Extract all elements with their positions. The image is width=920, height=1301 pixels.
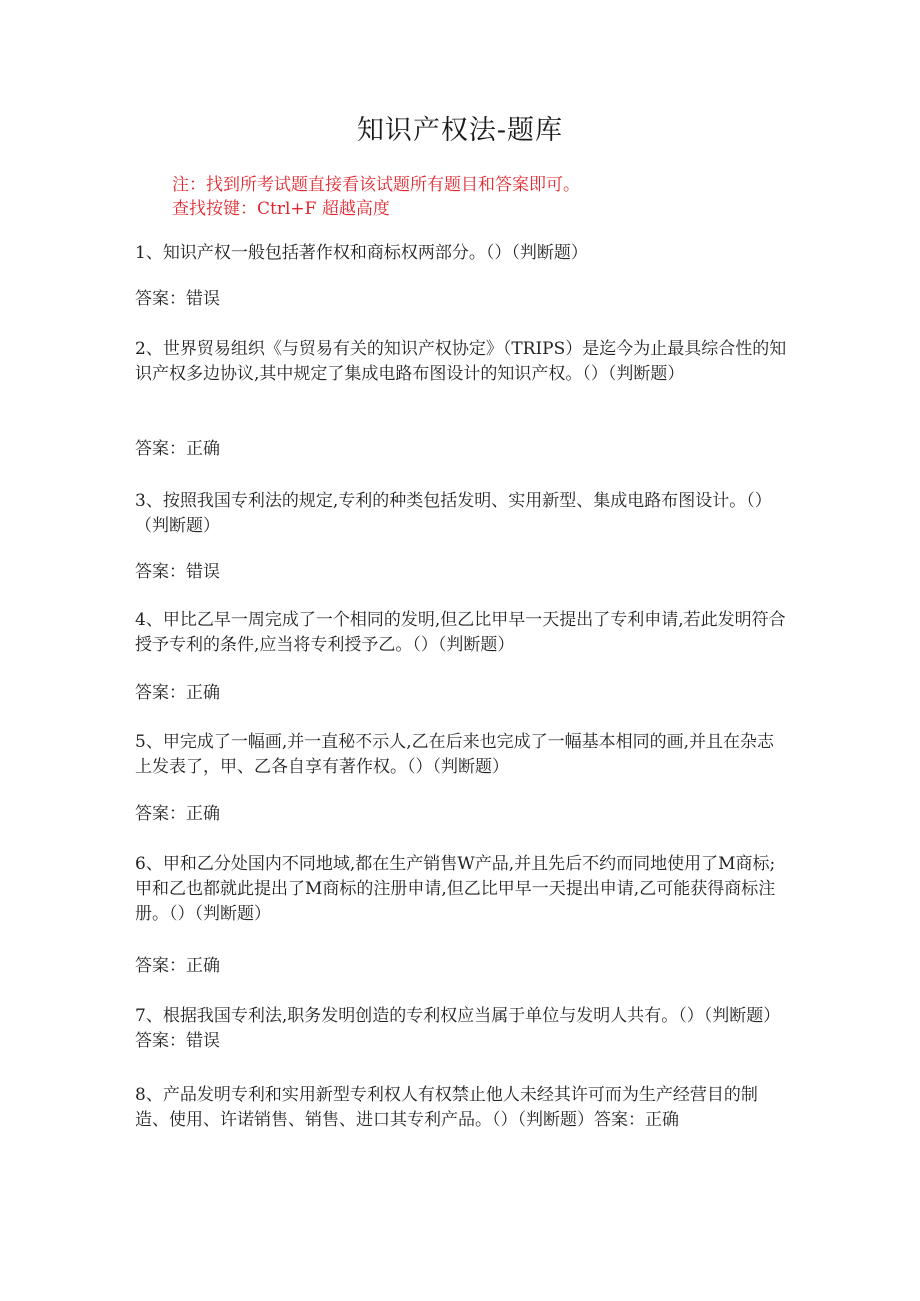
answer-1: 答案：错误 — [135, 289, 220, 309]
answer-4: 答案：正确 — [135, 683, 220, 703]
question-7: 7、根据我国专利法,职务发明创造的专利权应当属于单位与发明人共有。（）（判断题）答案：错误 — [135, 1006, 781, 1051]
question-1: 1、知识产权一般包括著作权和商标权两部分。（）（判断题） — [135, 243, 588, 263]
question-3: 3、按照我国专利法的规定,专利的种类包括发明、实用新型、集成电路布图设计。（）（判断题） — [135, 491, 772, 536]
question-5: 5、甲完成了一幅画,并一直秘不示人,乙在后来也完成了一幅基本相同的画,并且在杂志上发表了，甲、乙各自享有著作权。（）（判断题） — [135, 732, 775, 777]
answer-2: 答案：正确 — [135, 439, 220, 459]
search-hint-line: 查找按键：Ctrl+F 超越高度 — [172, 199, 390, 219]
answer-3: 答案：错误 — [135, 562, 220, 582]
question-4: 4、甲比乙早一周完成了一个相同的发明,但乙比甲早一天提出了专利申请,若此发明符合授予专利的条件,应当将专利授予乙。（）（判断题） — [135, 610, 786, 655]
document-title: 知识产权法-题库 — [356, 115, 564, 146]
question-6: 6、甲和乙分处国内不同地域,都在生产销售W产品,并且先后不约而同地使用了M商标;甲和乙也都就此提出了M商标的注册申请,但乙比甲早一天提出申请,乙可能获得商标注册。（）（判断题） — [135, 854, 776, 924]
answer-5: 答案：正确 — [135, 804, 220, 824]
answer-6: 答案：正确 — [135, 956, 220, 976]
question-2: 2、世界贸易组织《与贸易有关的知识产权协定》（TRIPS）是迄今为止最具综合性的知识产权多边协议,其中规定了集成电路布图设计的知识产权。（）（判断题） — [135, 339, 787, 384]
note-line: 注：找到所考试题直接看该试题所有题目和答案即可。 — [172, 175, 580, 195]
question-8: 8、产品发明专利和实用新型专利权人有权禁止他人未经其许可而为生产经营目的制造、使用、许诺销售、销售、进口其专利产品。（）（判断题）答案：正确 — [135, 1085, 758, 1130]
